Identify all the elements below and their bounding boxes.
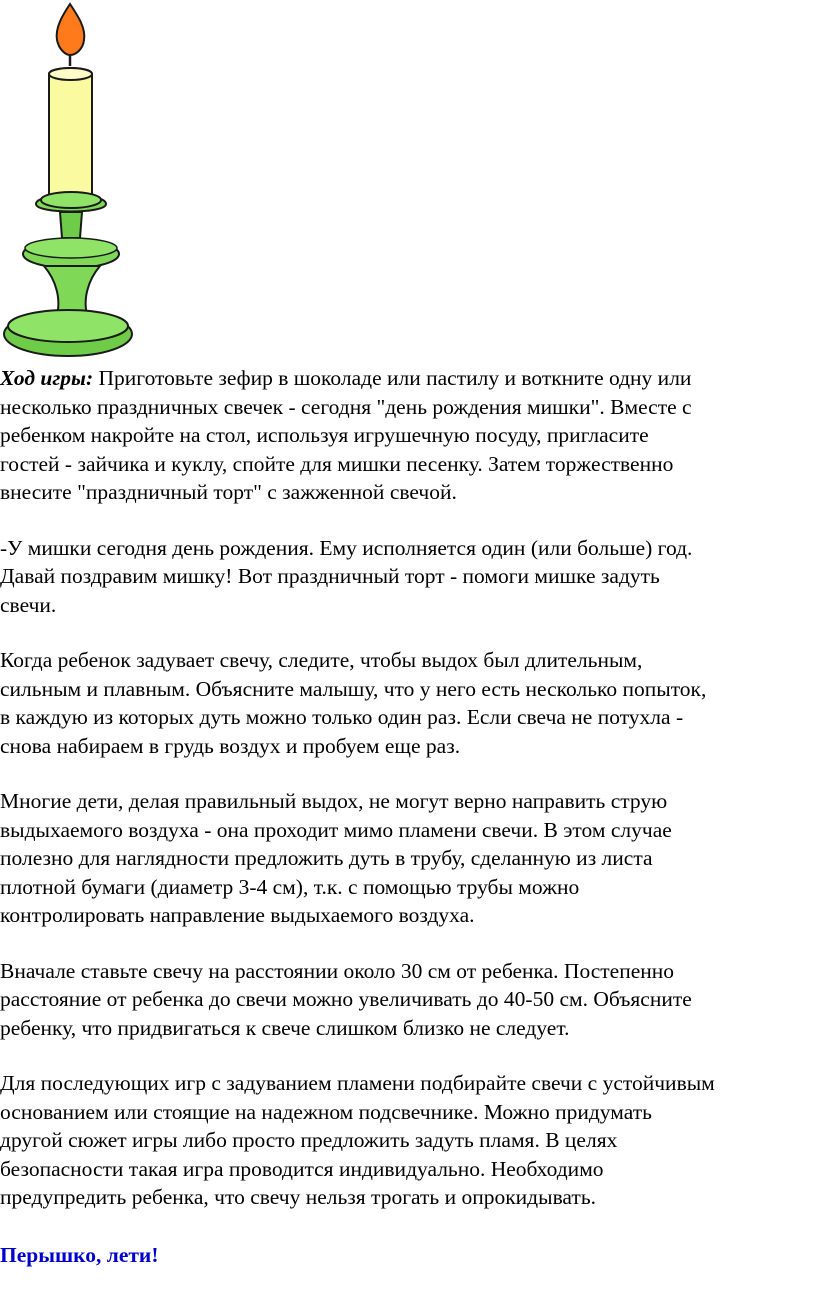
text-line: полезно для наглядности предложить дуть в трубу, сделанную из листа <box>0 846 653 870</box>
paragraph-5 <box>0 957 816 1043</box>
flame-icon <box>57 4 85 55</box>
text-line: ребенку, что придвигаться к свече слишком близко не следует. <box>0 1015 570 1040</box>
next-game-title: Перышко, лети! <box>0 1243 159 1267</box>
text-line: предупредить ребенка, что свечу нельзя трогать и опрокидывать. <box>0 1185 596 1209</box>
text-line: свечи. <box>0 592 57 617</box>
text-line: в каждую из которых дуть можно только один раз. Если свеча не потухла - <box>0 705 684 729</box>
text-line: внесите "праздничный торт" с зажженной свечой. <box>0 480 457 504</box>
text-line: расстояние от ребенка до свечи можно увеличивать до 40-50 см. Объясните <box>0 987 692 1011</box>
text-line: Приготовьте зефир в шоколаде или пастилу и воткните одну или <box>93 366 692 390</box>
text-line: безопасности такая игра проводится индивидуально. Необходимо <box>0 1156 604 1181</box>
text-line: Вначале ставьте свечу на расстоянии около 30 см от ребенка. Постепенно <box>0 958 675 983</box>
paragraph-6 <box>0 1069 816 1212</box>
text-line: другой сюжет игры либо просто предложить задуть пламя. В целях <box>0 1128 618 1152</box>
paragraph-1 <box>0 364 816 507</box>
text-line: выдыхаемого воздуха - она проходит мимо пламени свечи. В этом случае <box>0 817 672 842</box>
game-description <box>0 364 816 1239</box>
text-line: Многие дети, делая правильный выдох, не могут верно направить струю <box>0 789 668 813</box>
text-line: ребенком накройте на стол, используя игрушечную посуду, пригласите <box>0 423 649 447</box>
text-line: снова набираем в грудь воздух и пробуем еще раз. <box>0 733 461 758</box>
paragraph-4 <box>0 787 816 930</box>
text-line: -У мишки сегодня день рождения. Ему исполняется один (или больше) год. <box>0 535 693 560</box>
text-line: плотной бумаги (диаметр 3-4 см), т.к. с помощью трубы можно <box>0 874 580 899</box>
game-course-label: Ход игры: <box>0 366 94 390</box>
text-line: несколько праздничных свечек - сегодня "день рождения мишки". Вместе с <box>0 394 692 419</box>
candle-body <box>49 68 92 200</box>
text-line: Для последующих игр с задуванием пламени подбирайте свечи с устойчивым <box>0 1071 715 1095</box>
text-line: основанием или стоящие на надежном подсвечнике. Можно придумать <box>0 1099 652 1124</box>
paragraph-3 <box>0 646 816 760</box>
candle-illustration <box>0 0 136 362</box>
text-line: Давай поздравим мишку! Вот праздничный торт - помоги мишке задуть <box>0 564 660 588</box>
paragraph-2 <box>0 534 816 620</box>
text-line: контролировать направление выдыхаемого воздуха. <box>0 903 475 927</box>
text-line: сильным и плавным. Объясните малышу, что у него есть несколько попыток, <box>0 676 707 701</box>
text-line: Когда ребенок задувает свечу, следите, чтобы выдох был длительным, <box>0 648 643 672</box>
text-line: гостей - зайчика и куклу, спойте для мишки песенку. Затем торжественно <box>0 451 674 476</box>
